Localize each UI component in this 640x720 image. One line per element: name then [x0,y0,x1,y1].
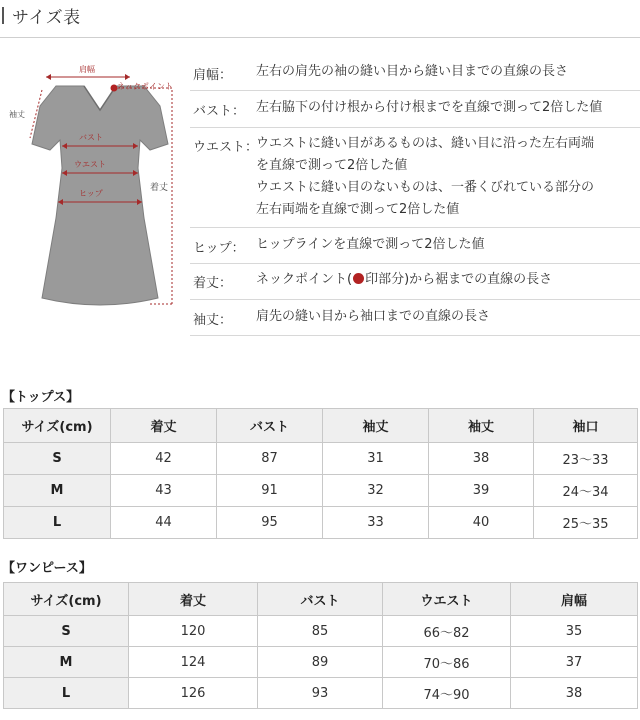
table-cell: 35 [511,616,638,647]
column-header: 肩幅 [511,583,638,616]
onepiece-section-title: 【ワンピース】 [2,561,92,576]
definition-term: 肩幅： [193,68,233,83]
size-label: M [4,475,111,507]
table-cell: 39 [429,475,534,507]
table-row [4,678,638,709]
table-cell: 25〜35 [534,507,638,539]
definition-waist [190,128,640,228]
definition-text-pre: ネックポイント( [256,272,353,287]
table-cell: 43 [111,475,217,507]
column-header: バスト [217,409,323,443]
definition-text-post: 印部分)から裾までの直線の長さ [365,272,553,287]
measurement-definitions [190,56,640,336]
tops-section-title: 【トップス】 [2,390,80,405]
definition-text: 左右両端を直線で測って2倍した値 [256,202,460,217]
definition-text: ウエストに縫い目があるものは、縫い目に沿った左右両端 [256,136,595,151]
table-cell: 89 [258,647,383,678]
table-cell: 85 [258,616,383,647]
definition-text: 肩先の縫い目から袖口までの直線の長さ [256,309,491,324]
label-shoulder: 肩幅 [79,65,95,74]
column-header: 袖丈 [323,409,429,443]
definition-term: バスト： [193,104,246,119]
table-cell: 44 [111,507,217,539]
section-header [0,0,640,38]
table-cell: 38 [511,678,638,709]
definition-text: 左右脇下の付け根から付け根までを直線で測って2倍した値 [256,100,603,115]
table-cell: 95 [217,507,323,539]
table-cell: 70〜86 [383,647,511,678]
column-header: 着丈 [111,409,217,443]
size-label: S [4,616,129,647]
definition-term: 着丈： [193,276,233,291]
label-neckpoint: ネックポイント [117,82,173,91]
definition-term: ウエスト： [193,140,259,155]
column-header: サイズ(cm) [4,583,129,616]
table-cell: 87 [217,443,323,475]
table-row [4,475,638,507]
definition-hip [190,228,640,264]
definition-bust [190,91,640,128]
table-cell: 124 [129,647,258,678]
label-waist: ウエスト [74,160,106,169]
tops-size-table [3,408,638,539]
column-header: 袖口 [534,409,638,443]
page-title: サイズ表 [12,8,81,28]
column-header: ウエスト [383,583,511,616]
table-cell: 74〜90 [383,678,511,709]
definition-sleeve [190,300,640,336]
table-row [4,443,638,475]
table-cell: 38 [429,443,534,475]
definition-text: ウエストに縫い目のないものは、一番くびれている部分の [256,180,595,195]
dress-diagram [0,50,185,325]
table-cell: 91 [217,475,323,507]
definition-text: を直線で測って2倍した値 [256,158,408,173]
header-divider [0,37,640,38]
table-row [4,507,638,539]
table-cell: 120 [129,616,258,647]
definition-text: ヒップラインを直線で測って2倍した値 [256,237,485,252]
definition-term: ヒップ： [193,241,245,256]
table-cell: 93 [258,678,383,709]
size-label: S [4,443,111,475]
table-header-row [4,409,638,443]
definition-text: 左右の肩先の袖の縫い目から縫い目までの直線の長さ [256,64,569,79]
definition-term: 袖丈： [193,313,233,328]
table-cell: 33 [323,507,429,539]
table-cell: 24〜34 [534,475,638,507]
onepiece-size-table [3,582,638,709]
table-cell: 42 [111,443,217,475]
table-row [4,616,638,647]
header-accent-bar [2,7,4,24]
label-sleeve: 袖丈 [9,110,25,119]
size-label: L [4,678,129,709]
label-bust: バスト [79,133,103,142]
column-header: サイズ(cm) [4,409,111,443]
size-label: M [4,647,129,678]
table-cell: 31 [323,443,429,475]
definition-length [190,264,640,300]
neckpoint-dot-icon [353,273,364,284]
definition-shoulder [190,56,640,91]
column-header: 着丈 [129,583,258,616]
table-cell: 126 [129,678,258,709]
table-cell: 23〜33 [534,443,638,475]
column-header: バスト [258,583,383,616]
label-hip: ヒップ [79,189,103,198]
column-header: 袖丈 [429,409,534,443]
size-label: L [4,507,111,539]
table-cell: 32 [323,475,429,507]
table-cell: 66〜82 [383,616,511,647]
table-cell: 37 [511,647,638,678]
table-row [4,647,638,678]
table-header-row [4,583,638,616]
table-cell: 40 [429,507,534,539]
label-length: 着丈 [150,183,169,193]
definition-text [256,269,552,291]
